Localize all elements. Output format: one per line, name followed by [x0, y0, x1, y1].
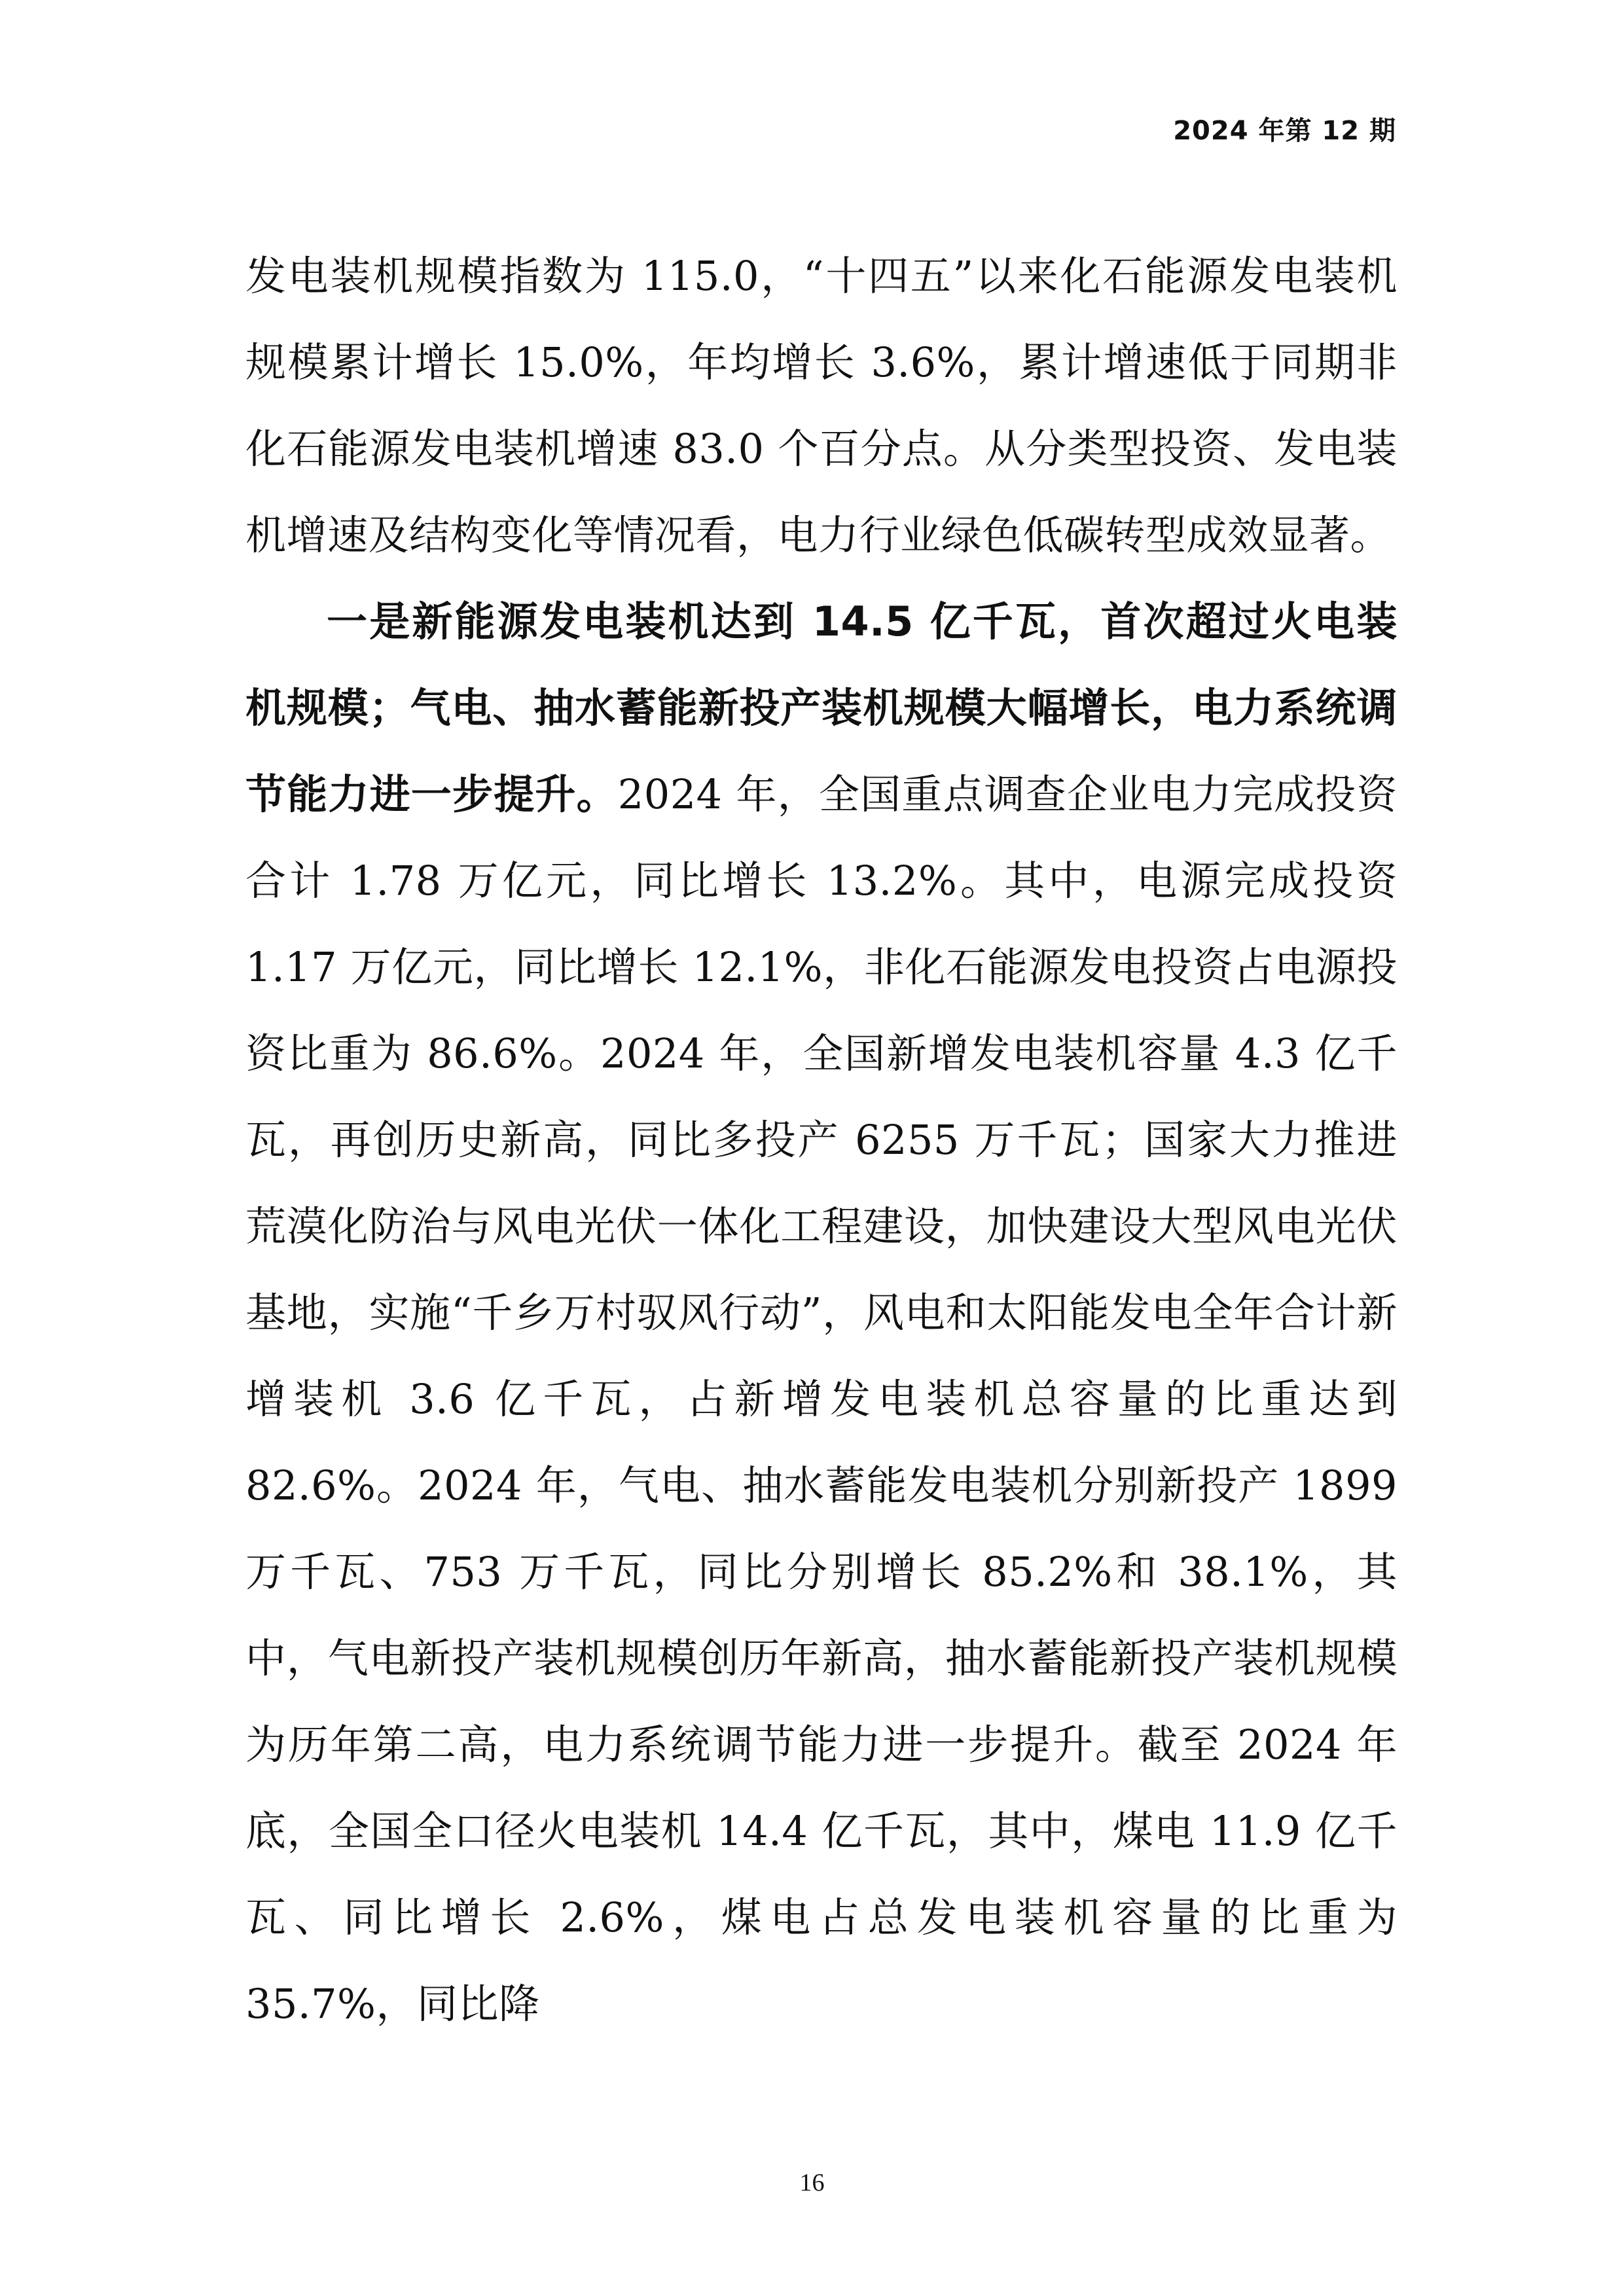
page-number: 16: [799, 2169, 825, 2197]
issue-label: 2024 年第 12 期: [1173, 116, 1396, 146]
body-text: [245, 233, 1398, 2047]
point-1-body: 2024 年，全国重点调查企业电力完成投资合计 1.78 万亿元，同比增长 13.2%。其中，电源完成投资 1.17 万亿元，同比增长 12.1%，非化石能源发电投资占电源投资比重为 86.6%。2024 年，全国新增发电装机容量 4.3 亿千瓦，再创历史新高，同比多投产 6255 万千瓦；国家大力推进荒漠化防治与风电光伏一体化工程建设，加快建设大型风电光伏基地，实施“千乡万村驭风行动”，风电和太阳能发电全年合计新增装机 3.6 亿千瓦，占新增发电装机总容量的比重达到 82.6%。2024 年，气电、抽水蓄能发电装机分别新投产 1899 万千瓦、753 万千瓦，同比分别增长 85.2%和 38.1%，其中，气电新投产装机规模创历年新高，抽水蓄能新投产装机规模为历年第二高，电力系统调节能力进一步提升。截至 2024 年底，全国全口径火电装机 14.4 亿千瓦，其中，煤电 11.9 亿千瓦、同比增长 2.6%，煤电占总发电装机容量的比重为 35.7%，同比降: [245, 770, 1398, 2028]
paragraph-point-1: [245, 579, 1398, 2047]
point-1-heading: 一是新能源发电装机达到 14.5 亿千瓦，首次超过火电装机规模；气电、抽水蓄能新投产装机规模大幅增长，电力系统调节能力进一步提升。: [245, 598, 1398, 818]
paragraph-continuation: 发电装机规模指数为 115.0，“十四五”以来化石能源发电装机规模累计增长 15.0%，年均增长 3.6%，累计增速低于同期非化石能源发电装机增速 83.0 个百分点。从分类型投资、发电装机增速及结构变化等情况看，电力行业绿色低碳转型成效显著。: [245, 252, 1398, 559]
